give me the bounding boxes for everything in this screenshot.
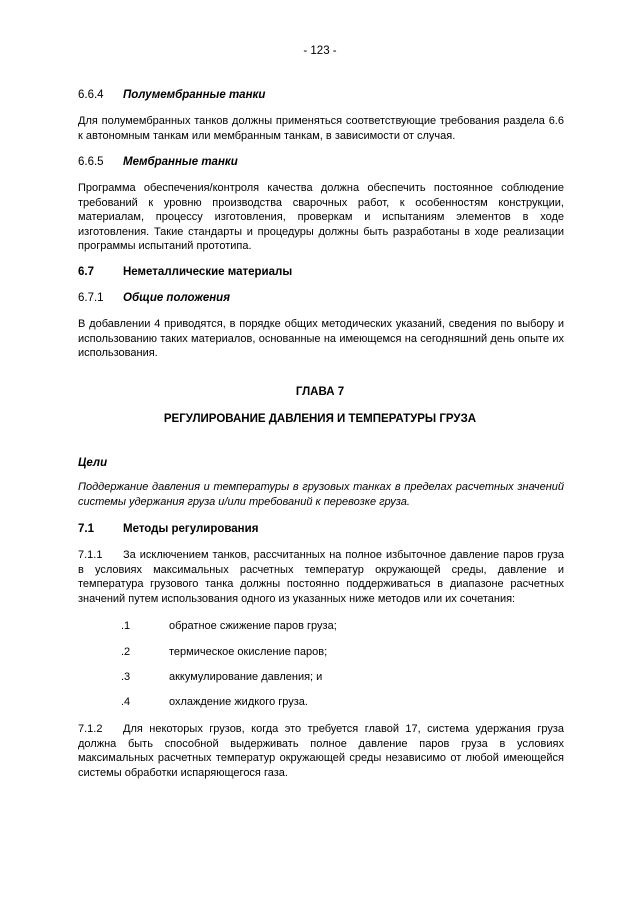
section-6-6-4-heading [78,89,265,101]
section-6-7-heading [78,266,292,278]
list-item-text: охлаждение жидкого груза. [169,696,308,708]
section-number: 6.6.5 [78,156,104,168]
list-item [121,696,308,708]
paragraph-6-7-1: В добавлении 4 приводятся, в порядке общих методических указаний, сведения по выбору и использованию таких материалов, основанные на имеющемся на сегодняшний день опыте их использования. [78,318,564,359]
page-number: - 123 - [303,45,337,57]
paragraph-6-6-4: Для полумембранных танков должны применяться соответствующие требования раздела 6.6 к автономным танкам или мембранным танкам, в зависимости от случая. [78,115,564,142]
list-item [121,620,337,632]
section-number: 6.7 [78,266,94,278]
list-item-number: .2 [121,646,131,658]
list-item-text: термическое окисление паров; [169,646,328,658]
goals-text: Поддержание давления и температуры в грузовых танках в пределах расчетных значений системы удержания груза и/или требований к перевозке груза. [78,481,564,508]
list-item-number: .4 [121,696,131,708]
list-item [121,646,327,658]
paragraph-7-1-2 [78,722,564,780]
section-number: 7.1 [78,523,94,535]
paragraph-6-6-5: Программа обеспечения/контроля качества должна обеспечить постоянное соблюдение требований к уровню производства сварочных работ, к особенностям конструкции, материалам, процессу изготовления, проверкам и испытаниям элементов в ходе изготовления. Такие стандарты и процедуры должны быть разработаны в ходе реализации программы испытаний прототипа. [78,182,564,252]
section-number: 6.6.4 [78,89,104,101]
list-item-number: .3 [121,671,131,683]
section-title: Мембранные танки [123,156,238,168]
section-title: Методы регулирования [123,523,259,535]
list-item-text: аккумулирование давления; и [169,671,323,683]
chapter-label: ГЛАВА 7 [295,386,345,398]
section-6-7-1-heading [78,292,230,304]
section-6-6-5-heading [78,156,238,168]
section-title: Неметаллические материалы [123,266,293,278]
section-title: Полумембранные танки [123,89,266,101]
paragraph-text: Для некоторых грузов, когда это требуется главой 17, система удержания груза должна быть способной выдерживать полное давление паров груза в условиях максимальных расчетных температур окружающей среды независимо от любой имеющейся системы обработки испаряющегося газа. [78,723,564,779]
paragraph-number: 7.1.2 [78,723,103,735]
section-title: Общие положения [123,292,230,304]
goals-label: Цели [78,457,108,469]
list-item-text: обратное сжижение паров груза; [169,620,337,632]
list-item-number: .1 [121,620,131,632]
paragraph-text: За исключением танков, рассчитанных на полное избыточное давление паров груза в условиях максимальных расчетных температур окружающей среды, давление и температура грузового танка должны постоянно поддерживаться в диапазоне расчетных значений путем использования одного из указанных ниже методов или их сочетания: [78,549,564,605]
chapter-title: РЕГУЛИРОВАНИЕ ДАВЛЕНИЯ И ТЕМПЕРАТУРЫ ГРУЗА [163,413,477,425]
list-item [121,671,322,683]
section-number: 6.7.1 [78,292,104,304]
paragraph-number: 7.1.1 [78,549,103,561]
section-7-1-heading [78,523,258,535]
paragraph-7-1-1 [78,548,564,606]
